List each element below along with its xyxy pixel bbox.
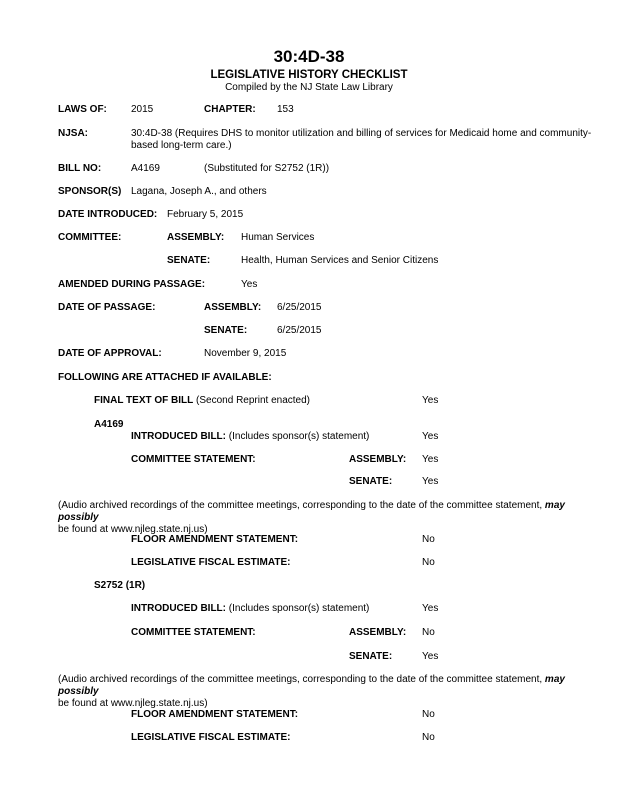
committee-label: COMMITTEE: xyxy=(58,232,122,243)
bill-s-number: S2752 (1R) xyxy=(94,580,146,591)
final-text-label: FINAL TEXT OF BILL xyxy=(94,395,194,406)
sponsors-value: Lagana, Joseph A., and others xyxy=(131,186,267,197)
bill-s-assembly-value: No xyxy=(422,627,435,638)
final-text-value: Yes xyxy=(422,395,439,406)
amended-label: AMENDED DURING PASSAGE: xyxy=(58,279,206,290)
committee-assembly-label: ASSEMBLY: xyxy=(167,232,225,243)
bill-s-senate-value: Yes xyxy=(422,651,439,662)
passage-assembly-value: 6/25/2015 xyxy=(277,302,322,313)
bill-a-assembly-label: ASSEMBLY: xyxy=(349,454,407,465)
bill-a-senate-label: SENATE: xyxy=(349,476,393,487)
laws-of-value: 2015 xyxy=(131,104,154,115)
date-introduced-value: February 5, 2015 xyxy=(167,209,244,220)
bill-a-floor-value: No xyxy=(422,534,435,545)
bill-a-number: A4169 xyxy=(94,419,124,430)
bill-a-audio-text2: be found at www.njleg.state.nj.us) xyxy=(58,524,208,535)
bill-s-fiscal-value: No xyxy=(422,732,435,743)
date-of-passage-label: DATE OF PASSAGE: xyxy=(58,302,156,313)
bill-s-floor-value: No xyxy=(422,709,435,720)
compiled-by: Compiled by the NJ State Law Library xyxy=(225,82,393,93)
committee-senate-label: SENATE: xyxy=(167,255,211,266)
bill-a-committee-label: COMMITTEE STATEMENT: xyxy=(131,454,256,465)
chapter-value: 153 xyxy=(277,104,294,115)
bill-s-audio-emph: may possibly xyxy=(58,674,565,697)
sponsors-label: SPONSOR(S) xyxy=(58,186,122,197)
bill-s-senate-label: SENATE: xyxy=(349,651,393,662)
bill-a-audio-emph: may possibly xyxy=(58,500,565,523)
page-title: 30:4D-38 xyxy=(273,47,345,66)
bill-a-introduced-label: INTRODUCED BILL: xyxy=(131,431,226,442)
bill-a-fiscal-value: No xyxy=(422,557,435,568)
date-of-approval-label: DATE OF APPROVAL: xyxy=(58,348,162,359)
bill-a-audio-note xyxy=(58,500,603,536)
njsa-value: 30:4D-38 (Requires DHS to monitor utilization and billing of services for Medicaid home and community-based long-term care.) xyxy=(131,128,592,151)
committee-senate-value: Health, Human Services and Senior Citizens xyxy=(241,255,439,266)
bill-a-floor-label: FLOOR AMENDMENT STATEMENT: xyxy=(131,534,299,545)
bill-s-introduced-label: INTRODUCED BILL: xyxy=(131,603,226,614)
bill-no-label: BILL NO: xyxy=(58,163,102,174)
bill-a-introduced-value: Yes xyxy=(422,431,439,442)
bill-a-introduced-row xyxy=(131,431,369,443)
bill-s-assembly-label: ASSEMBLY: xyxy=(349,627,407,638)
committee-assembly-value: Human Services xyxy=(241,232,315,243)
bill-a-fiscal-label: LEGISLATIVE FISCAL ESTIMATE: xyxy=(131,557,291,568)
bill-s-introduced-value: Yes xyxy=(422,603,439,614)
final-text-note: (Second Reprint enacted) xyxy=(196,395,311,406)
chapter-label: CHAPTER: xyxy=(204,104,256,115)
date-introduced-label: DATE INTRODUCED: xyxy=(58,209,158,220)
bill-a-senate-value: Yes xyxy=(422,476,439,487)
bill-s-audio-note xyxy=(58,674,603,710)
laws-of-label: LAWS OF: xyxy=(58,104,107,115)
final-text-row xyxy=(94,395,310,407)
bill-no-value: A4169 xyxy=(131,163,160,174)
bill-a-introduced-note: (Includes sponsor(s) statement) xyxy=(228,431,370,442)
attached-heading: FOLLOWING ARE ATTACHED IF AVAILABLE: xyxy=(58,372,272,383)
date-of-approval-value: November 9, 2015 xyxy=(204,348,287,359)
bill-s-audio-text2: be found at www.njleg.state.nj.us) xyxy=(58,698,208,709)
passage-senate-label: SENATE: xyxy=(204,325,248,336)
bill-s-introduced-note: (Includes sponsor(s) statement) xyxy=(228,603,370,614)
page-subtitle: LEGISLATIVE HISTORY CHECKLIST xyxy=(210,69,408,81)
bill-s-committee-label: COMMITTEE STATEMENT: xyxy=(131,627,256,638)
bill-s-floor-label: FLOOR AMENDMENT STATEMENT: xyxy=(131,709,299,720)
substituted-for: (Substituted for S2752 (1R)) xyxy=(204,163,330,174)
bill-s-fiscal-label: LEGISLATIVE FISCAL ESTIMATE: xyxy=(131,732,291,743)
bill-s-introduced-row xyxy=(131,603,369,615)
bill-s-audio-text: (Audio archived recordings of the committee meetings, corresponding to the date of the committee statement, xyxy=(58,674,543,685)
passage-assembly-label: ASSEMBLY: xyxy=(204,302,262,313)
bill-a-audio-text: (Audio archived recordings of the committee meetings, corresponding to the date of the committee statement, xyxy=(58,500,543,511)
passage-senate-value: 6/25/2015 xyxy=(277,325,322,336)
njsa-label: NJSA: xyxy=(58,128,89,139)
bill-a-assembly-value: Yes xyxy=(422,454,439,465)
amended-value: Yes xyxy=(241,279,258,290)
